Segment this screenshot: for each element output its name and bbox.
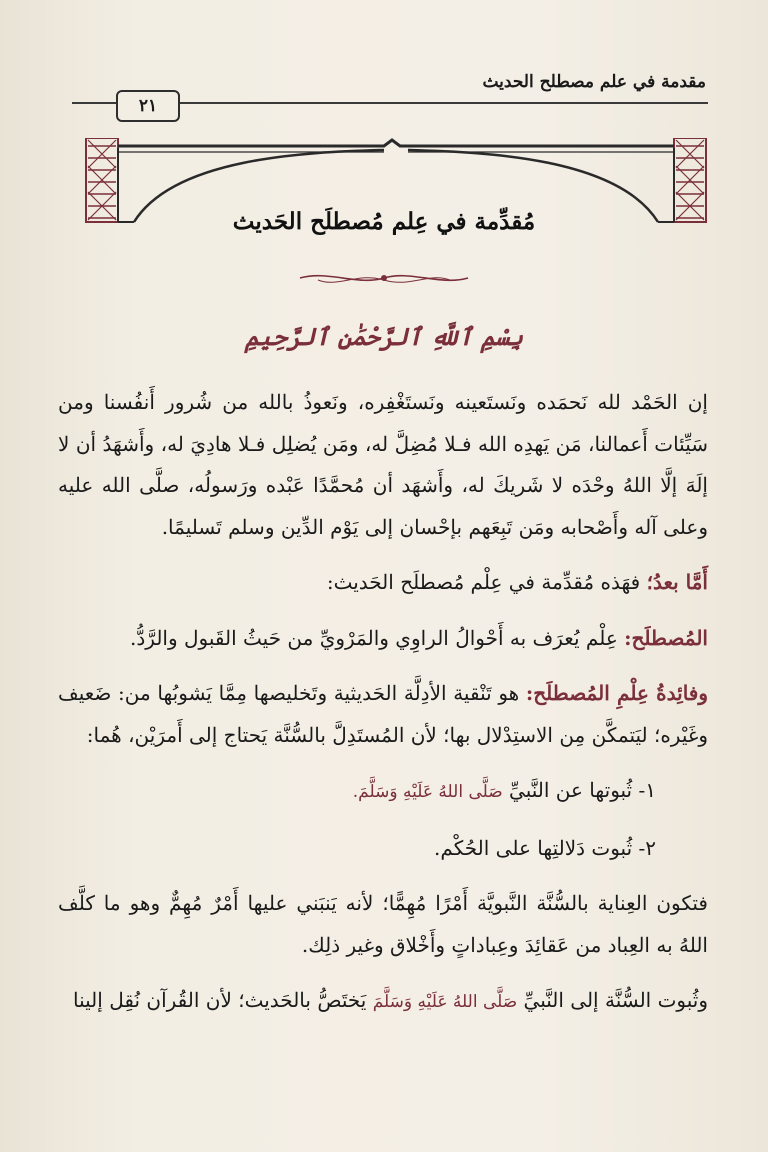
page-number: ٢١ (116, 90, 180, 122)
basmala: بِسْمِ ٱللَّهِ ٱلرَّحْمَٰنِ ٱلرَّحِيمِ (244, 322, 524, 351)
honorific-2: صَلَّى اللهُ عَلَيْهِ وَسَلَّمَ (372, 992, 518, 1012)
paragraph-amma-baad (58, 562, 708, 604)
list-item-1 (58, 770, 708, 814)
list-item-2-text: ٢- ثُبوت دَلالتِها على الحُكْم. (434, 835, 656, 860)
paragraph-benefit (58, 673, 708, 756)
paragraph-amma-baad-text: فهَذه مُقدِّمة في عِلْم مُصطلَح الحَديث: (326, 570, 647, 594)
paragraph-opening: إن الحَمْد لله نَحمَده ونَستَعينه ونَستَغْفِره، ونَعوذُ بالله من شُرور أَنفُسنا ومن سَيِّئات أَعمالنا، مَن يَهدِه الله فـلا مُضِلَّ له، ومَن يُضلِل فـلا هادِيَ له، وأَشهَدُ أن لا إلَهَ إلَّا اللهُ وحْدَه لا شَريكَ له، وأَشهَد أن مُحمَّدًا عَبْده ورَسولُه، صلَّى الله عليه وعلى آله وأَصْحابه ومَن تَبِعَهم بإحْسان إلى يَوْم الدِّين وسلم تَسليمًا. (58, 390, 708, 539)
term-mustalah: المُصطلَح: (624, 625, 708, 650)
title-flourish-ornament (298, 266, 470, 290)
transmission-end: يَختَصُّ بالحَديث؛ لأن القُرآن نُقِل إلينا (73, 988, 373, 1012)
definition-text: عِلْم يُعرَف به أَحْوالُ الراوِي والمَرْويِّ من حَيثُ القَبول والرَّدُّ. (130, 625, 625, 650)
paragraph-definition (58, 618, 708, 660)
chapter-title: مُقدِّمة في عِلم مُصطلَح الحَديث (232, 208, 536, 235)
paragraph-importance: فتكون العِناية بالسُّنَّة النَّبويَّة أَمْرًا مُهِمًّا؛ لأنه يَنبَني عليها أَمْرٌ مُهِمٌّ وهو ما كلَّف اللهُ به العِباد من عَقائِدَ وعِباداتٍ وأَخْلاق وغير ذلِك. (58, 891, 708, 957)
paragraph-transmission (58, 980, 708, 1024)
benefit-text: هو تَنْقية الأدِلَّة الحَديثية وتَخليصها مِمَّا يَشوبُها من: ضَعيف وغَيْره؛ ليَتمكَّن مِن الاستِدْلال بها؛ لأن المُستَدِلَّ بالسُّنَّة يَحتاج إلى أَمرَيْن، هُما: (58, 681, 708, 747)
term-benefit: وفائِدةُ عِلْمِ المُصطلَح: (525, 681, 709, 705)
body-text (58, 382, 708, 1038)
term-amma-baad: أَمَّا بعدُ؛ (646, 570, 708, 594)
list-item-1-text: ١- ثُبوتها عن النَّبيِّ (509, 778, 656, 802)
honorific-1: صَلَّى اللهُ عَلَيْهِ وَسَلَّمَ. (352, 782, 503, 802)
running-header-title: مقدمة في علم مصطلح الحديث (482, 72, 706, 92)
list-item-2 (58, 828, 708, 870)
transmission-start: وثُبوت السُّنَّة إلى النَّبيِّ (523, 988, 708, 1012)
